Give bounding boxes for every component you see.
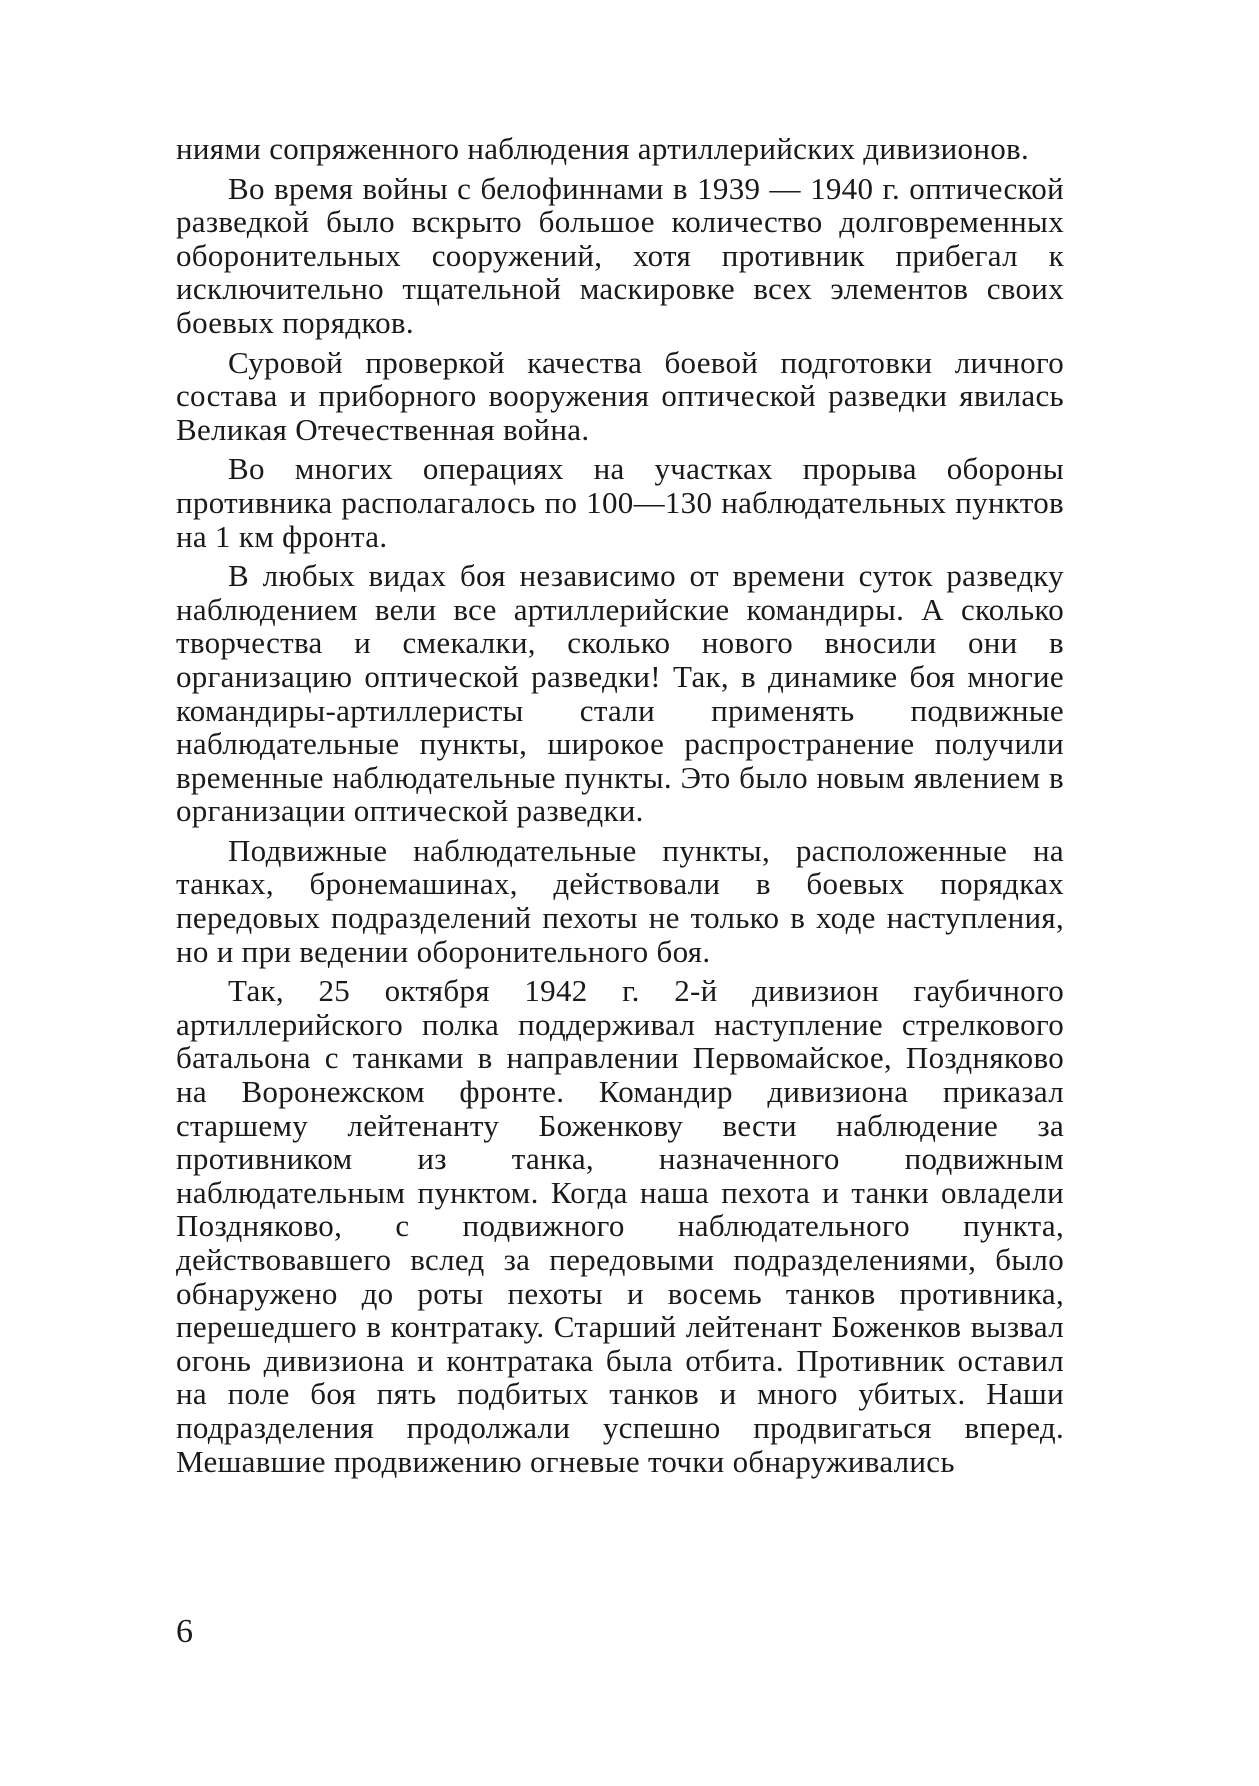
paragraph-2: Во время войны с белофиннами в 1939 — 1940 г. оптической разведкой было вскрыто большое количество долговременных оборонительных сооружений, хотя противник прибегал к исключительно тщательной маскировке всех элементов своих боевых порядков.	[176, 170, 1064, 340]
paragraph-7: Так, 25 октября 1942 г. 2-й дивизион гаубичного артиллерийского полка поддерживал наступление стрелкового батальона с танками в направлении Первомайское, Поздняково на Воронежском фронте. Командир дивизиона приказал старшему лейтенанту Боженкову вести наблюдение за противником из танка, назначенного подвижным наблюдательным пунктом. Когда наша пехота и танки овладели Поздняково, с подвижного наблюдательного пункта, действовавшего вслед за передовыми подразделениями, было обнаружено до роты пехоты и восемь танков противника, перешедшего в контратаку. Старший лейтенант Боженков вызвал огонь дивизиона и контратака была отбита. Противник оставил на поле боя пять подбитых танков и много убитых. Наши подразделения продолжали успешно продвигаться вперед. Мешавшие продвижению огневые точки обнаруживались	[176, 973, 1064, 1479]
page-number: 6	[176, 1613, 193, 1650]
paragraph-4: Во многих операциях на участках прорыва обороны противника располагалось по 100—130 наблюдательных пунктов на 1 км фронта.	[176, 451, 1064, 554]
body-text	[176, 132, 1064, 1484]
paragraph-6: Подвижные наблюдательные пункты, расположенные на танках, бронемашинах, действовали в боевых порядках передовых подразделений пехоты не только в ходе наступления, но и при ведении оборонительного боя.	[176, 832, 1064, 969]
paragraph-1: ниями сопряженного наблюдения артиллерийских дивизионов.	[176, 131, 1029, 166]
paragraph-3: Суровой проверкой качества боевой подготовки личного состава и приборного вооружения оптической разведки явилась Великая Отечественная война.	[176, 344, 1064, 447]
paragraph-5: В любых видах боя независимо от времени суток разведку наблюдением вели все артиллерийские командиры. А сколько творчества и смекалки, сколько нового вносили они в организацию оптической разведки! Так, в динамике боя многие командиры-артиллеристы стали применять подвижные наблюдательные пункты, широкое распространение получили временные наблюдательные пункты. Это было новым явлением в организации оптической разведки.	[176, 558, 1064, 829]
